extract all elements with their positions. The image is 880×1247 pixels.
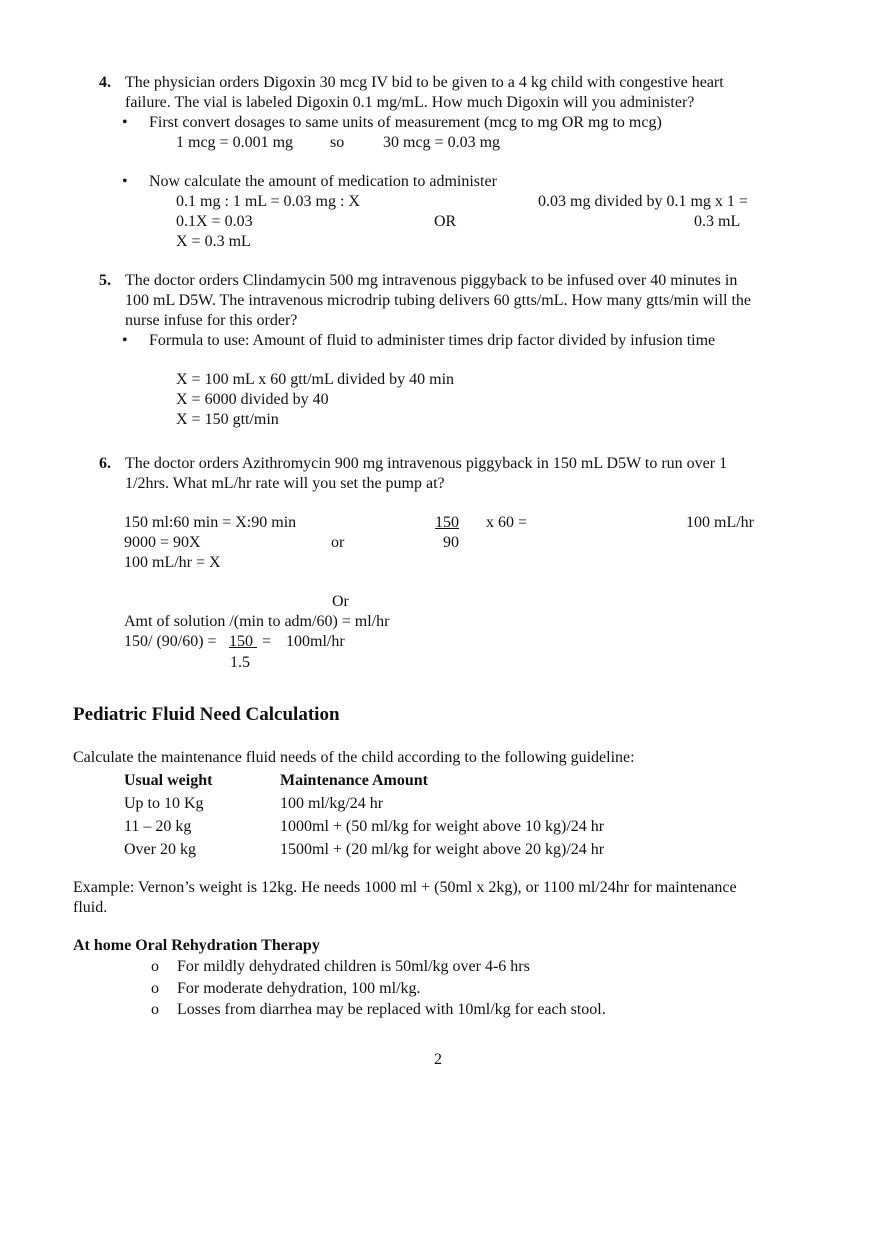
q4-bullet2: Now calculate the amount of medication to administer	[149, 173, 497, 190]
q4-calc3: X = 0.3 mL	[176, 233, 251, 250]
section-heading-fluid: Pediatric Fluid Need Calculation	[73, 704, 340, 725]
circle-bullet-icon: o	[151, 958, 159, 975]
q5-bullet: Formula to use: Amount of fluid to administer times drip factor divided by infusion time	[149, 332, 716, 349]
q4-alt-result: 0.3 mL	[694, 213, 741, 230]
list-item: For mildly dehydrated children is 50ml/kg over 4-6 hrs	[177, 958, 530, 975]
q6-calc1: 150 ml:60 min = X:90 min	[124, 514, 297, 531]
fluid-intro: Calculate the maintenance fluid needs of the child according to the following guideline:	[73, 749, 635, 766]
q6-formula: Amt of solution /(min to adm/60) = ml/hr	[124, 613, 390, 630]
table-cell-amount: 1500ml + (20 ml/kg for weight above 20 kg)/24 hr	[280, 841, 605, 858]
q4-text-line2: failure. The vial is labeled Digoxin 0.1 mg/mL. How much Digoxin will you administer?	[125, 94, 695, 111]
q6-text-line1: The doctor orders Azithromycin 900 mg intravenous piggyback in 150 mL D5W to run over 1	[125, 455, 728, 472]
q4-bullet1: First convert dosages to same units of measurement (mcg to mg OR mg to mcg)	[149, 114, 662, 131]
ort-heading: At home Oral Rehydration Therapy	[73, 937, 320, 954]
circle-bullet-icon: o	[151, 980, 159, 997]
q5-calc1: X = 100 mL x 60 gtt/mL divided by 40 min	[176, 371, 455, 388]
q6-formula-left: 150/ (90/60) =	[124, 633, 217, 650]
q4-conversion-a: 1 mcg = 0.001 mg	[176, 134, 294, 151]
example-line2: fluid.	[73, 899, 108, 916]
q4-calc1: 0.1 mg : 1 mL = 0.03 mg : X	[176, 193, 360, 210]
q6-or-alt: Or	[332, 593, 349, 610]
list-item: Losses from diarrhea may be replaced with 10ml/kg for each stool.	[177, 1001, 606, 1018]
q6-formula-denominator: 1.5	[230, 654, 250, 671]
q5-calc3: X = 150 gtt/min	[176, 411, 279, 428]
q6-or: or	[331, 534, 345, 551]
circle-bullet-icon: o	[151, 1001, 159, 1018]
q6-text-line2: 1/2hrs. What mL/hr rate will you set the pump at?	[125, 475, 445, 492]
bullet-icon: •	[122, 173, 128, 190]
q4-or: OR	[434, 213, 457, 230]
q4-calc2: 0.1X = 0.03	[176, 213, 253, 230]
example-line1: Example: Vernon’s weight is 12kg. He needs 1000 ml + (50ml x 2kg), or 1100 ml/24hr for maintenance	[73, 879, 737, 896]
q6-number: 6.	[99, 455, 111, 472]
table-cell-weight: Up to 10 Kg	[124, 795, 204, 812]
q6-formula-result: 100ml/hr	[286, 633, 345, 650]
q6-times: x 60 =	[486, 514, 528, 531]
q6-result: 100 mL/hr	[686, 514, 754, 531]
q6-calc3: 100 mL/hr = X	[124, 554, 221, 571]
q5-text-line2: 100 mL D5W. The intravenous microdrip tubing delivers 60 gtts/mL. How many gtts/min will the	[125, 292, 752, 309]
list-item: For moderate dehydration, 100 ml/kg.	[177, 980, 421, 997]
q5-calc2: X = 6000 divided by 40	[176, 391, 329, 408]
page-number: 2	[434, 1051, 442, 1068]
q4-conversion-b: 30 mcg = 0.03 mg	[383, 134, 501, 151]
q6-fraction-numerator: 150	[435, 514, 459, 531]
table-header-amount: Maintenance Amount	[280, 772, 428, 789]
q5-text-line3: nurse infuse for this order?	[125, 312, 298, 329]
q4-conversion-so: so	[330, 134, 345, 151]
q6-formula-numerator: 150	[229, 633, 257, 650]
q6-calc2: 9000 = 90X	[124, 534, 201, 551]
q6-fraction-denominator: 90	[443, 534, 459, 551]
table-cell-amount: 1000ml + (50 ml/kg for weight above 10 kg)/24 hr	[280, 818, 605, 835]
table-header-weight: Usual weight	[124, 772, 213, 789]
q4-alt-calc: 0.03 mg divided by 0.1 mg x 1 =	[538, 193, 748, 210]
q5-number: 5.	[99, 272, 111, 289]
q4-number: 4.	[99, 74, 111, 91]
table-cell-amount: 100 ml/kg/24 hr	[280, 795, 384, 812]
table-cell-weight: Over 20 kg	[124, 841, 196, 858]
bullet-icon: •	[122, 332, 128, 349]
q6-formula-equals: =	[262, 633, 272, 650]
q4-text-line1: The physician orders Digoxin 30 mcg IV bid to be given to a 4 kg child with congestive heart	[125, 74, 724, 91]
bullet-icon: •	[122, 114, 128, 131]
table-cell-weight: 11 – 20 kg	[124, 818, 192, 835]
q5-text-line1: The doctor orders Clindamycin 500 mg intravenous piggyback to be infused over 40 minutes in	[125, 272, 738, 289]
